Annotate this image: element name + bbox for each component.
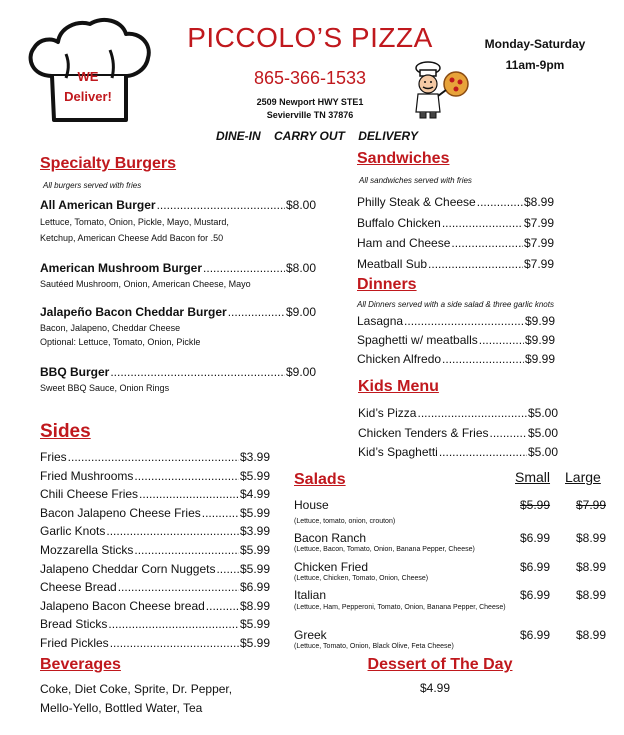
item-price: $5.99 — [239, 561, 270, 576]
burger-item — [40, 198, 316, 245]
item-price: $5.00 — [527, 406, 558, 420]
burger-desc: Sautéed Mushroom, Onion, American Cheese, Mayo — [40, 279, 251, 289]
item-name: Fried Pickles — [40, 635, 109, 650]
service-carry-out: CARRY OUT — [273, 129, 345, 143]
dessert-price: $4.99 — [419, 681, 451, 695]
item-price: $9.99 — [524, 314, 555, 328]
item-price: $5.99 — [239, 468, 270, 483]
address-line-1: 2509 Newport HWY STE1 — [256, 97, 364, 107]
item-price: $9.99 — [524, 333, 555, 347]
salad-price-small: $6.99 — [520, 560, 551, 574]
item-name: Jalapeno Bacon Cheese bread — [40, 598, 205, 613]
item-price: $7.99 — [523, 236, 554, 251]
leader-dots — [216, 560, 239, 579]
burger-price: $9.00 — [285, 365, 316, 379]
item-price: $6.99 — [239, 580, 270, 595]
salad-price-small: $6.99 — [520, 588, 551, 602]
beverages-line: Coke, Diet Coke, Sprite, Dr. Pepper, — [40, 682, 233, 696]
burger-item — [40, 305, 316, 349]
item-name: Garlic Knots — [40, 524, 106, 539]
burger-desc: Optional: Lettuce, Tomato, Onion, Pickle — [40, 337, 201, 347]
burgers-title: Specialty Burgers — [40, 155, 177, 172]
list-item — [40, 560, 270, 579]
page-title: PICCOLO’S PIZZA — [187, 22, 433, 53]
burger-item — [40, 365, 316, 395]
list-item — [357, 350, 555, 369]
salad-price-large: $8.99 — [575, 588, 606, 602]
list-item — [358, 443, 558, 463]
item-price: $7.99 — [523, 257, 554, 272]
service-dine-in: DINE-IN — [216, 129, 261, 143]
salad-item — [294, 560, 606, 582]
burger-name: All American Burger — [40, 198, 156, 212]
item-name: Fried Mushrooms — [40, 468, 134, 483]
item-name: Meatball Sub — [357, 257, 428, 272]
item-price: $5.99 — [239, 617, 270, 632]
item-name: Bread Sticks — [40, 617, 108, 632]
leader-dots — [203, 261, 285, 275]
dinners-title: Dinners — [357, 276, 417, 293]
burger-price: $8.00 — [285, 198, 316, 212]
phone-number: 865-366-1533 — [253, 68, 367, 88]
item-price: $5.00 — [527, 445, 558, 459]
burger-price: $8.00 — [285, 261, 316, 275]
chef-hat-logo — [22, 14, 154, 126]
item-name: Bacon Jalapeno Cheese Fries — [40, 505, 201, 520]
leader-dots — [68, 448, 239, 467]
leader-dots — [134, 541, 239, 560]
item-name: Kid’s Pizza — [358, 406, 417, 420]
item-name: Lasagna — [357, 314, 404, 328]
salad-price-large: $8.99 — [575, 628, 606, 642]
leader-dots — [110, 365, 285, 379]
beverages-line: Mello-Yello, Bottled Water, Tea — [40, 701, 203, 715]
item-price: $7.99 — [523, 215, 554, 230]
salad-price-small: $5.99 — [520, 498, 551, 512]
burger-desc: Sweet BBQ Sauce, Onion Rings — [40, 383, 170, 393]
leader-dots — [134, 467, 239, 486]
leader-dots — [157, 198, 285, 212]
salad-name: Bacon Ranch — [294, 531, 367, 545]
salad-name: Italian — [294, 588, 327, 602]
leader-dots — [477, 192, 523, 213]
item-price: $9.99 — [524, 352, 555, 366]
leader-dots — [106, 522, 239, 541]
leader-dots — [118, 578, 239, 597]
item-name: Cheese Bread — [40, 580, 117, 595]
leader-dots — [439, 443, 527, 463]
salads-col-small: Small — [515, 469, 551, 485]
badge-line-2: Deliver! — [64, 89, 112, 104]
salads-col-large: Large — [565, 469, 601, 485]
item-price: $5.99 — [239, 635, 270, 650]
hours-days: Monday-Saturday — [484, 37, 586, 51]
list-item — [357, 254, 554, 275]
item-price: $5.99 — [239, 505, 270, 520]
item-name: Fries — [40, 450, 67, 464]
list-item — [40, 522, 270, 541]
list-item — [357, 192, 554, 213]
leader-dots — [108, 615, 239, 634]
leader-dots — [110, 634, 239, 653]
leader-dots — [206, 597, 239, 616]
chef-pizza-illustration — [410, 60, 474, 120]
salad-desc: (Lettuce, tomato, onion, crouton) — [294, 518, 396, 525]
item-price: $8.99 — [523, 195, 554, 209]
service-options — [200, 129, 430, 143]
salad-item — [294, 588, 606, 612]
leader-dots — [442, 350, 524, 369]
burger-item — [40, 261, 316, 291]
leader-dots — [139, 485, 239, 504]
kids-title: Kids Menu — [358, 378, 439, 395]
leader-dots — [479, 331, 524, 350]
dessert-title: Dessert of The Day — [367, 656, 513, 673]
item-name: Jalapeno Cheddar Corn Nuggets — [40, 561, 216, 576]
item-price: $5.00 — [527, 425, 558, 440]
sandwiches-list — [357, 192, 554, 275]
sides-list — [40, 448, 270, 653]
item-name: Mozzarella Sticks — [40, 542, 134, 557]
item-name: Kid’s Spaghetti — [358, 445, 438, 459]
salads-title: Salads — [294, 471, 346, 488]
leader-dots — [228, 305, 285, 319]
item-price: $3.99 — [239, 524, 270, 539]
salad-price-large: $8.99 — [575, 531, 606, 545]
delivery-badge — [22, 66, 154, 106]
burger-desc: Lettuce, Tomato, Onion, Pickle, Mayo, Mustard, — [40, 217, 229, 227]
list-item — [40, 634, 270, 653]
burger-desc: Ketchup, American Cheese Add Bacon for .50 — [40, 233, 224, 243]
beverages-title: Beverages — [40, 656, 121, 673]
list-item — [40, 597, 270, 616]
burgers-note: All burgers served with fries — [43, 181, 142, 190]
item-price: $5.99 — [239, 542, 270, 557]
list-item — [357, 213, 554, 234]
leader-dots — [202, 504, 239, 523]
dinners-note: All Dinners served with a side salad & three garlic knots — [357, 300, 554, 309]
list-item — [357, 331, 555, 350]
salad-price-large: $8.99 — [575, 560, 606, 574]
salad-desc: (Lettuce, Ham, Pepperoni, Tomato, Onion, Banana Pepper, Cheese) — [294, 604, 506, 611]
item-name: Chili Cheese Fries — [40, 487, 139, 502]
badge-line-1: WE — [77, 69, 99, 84]
salad-desc: (Lettuce, Tomato, Onion, Black Olive, Feta Cheese) — [294, 643, 454, 650]
item-price: $4.99 — [239, 487, 270, 502]
item-name: Chicken Tenders & Fries — [358, 425, 489, 440]
salad-item — [294, 498, 606, 525]
list-item — [357, 233, 554, 254]
address-line-2: Sevierville TN 37876 — [266, 110, 354, 120]
item-name: Ham and Cheese — [357, 236, 451, 251]
sandwiches-title: Sandwiches — [357, 150, 450, 167]
service-delivery: DELIVERY — [358, 129, 418, 143]
chef-pizza-icon — [410, 60, 474, 120]
burger-name: American Mushroom Burger — [40, 261, 203, 275]
kids-list — [358, 404, 558, 463]
sandwiches-note: All sandwiches served with fries — [359, 176, 472, 185]
leader-dots — [490, 424, 527, 444]
salad-name: House — [294, 498, 329, 512]
hours-time: 11am-9pm — [505, 58, 565, 72]
item-price: $3.99 — [239, 450, 270, 464]
list-item — [40, 504, 270, 523]
leader-dots — [442, 213, 523, 234]
leader-dots — [404, 312, 524, 331]
item-name: Chicken Alfredo — [357, 352, 442, 366]
salad-desc: (Lettuce, Chicken, Tomato, Onion, Cheese) — [294, 575, 429, 582]
salad-name: Chicken Fried — [294, 560, 369, 574]
list-item — [40, 448, 270, 467]
salad-price-small: $6.99 — [520, 531, 551, 545]
item-name: Philly Steak & Cheese — [357, 195, 476, 209]
salad-item — [294, 531, 606, 553]
list-item — [40, 615, 270, 634]
item-price: $8.99 — [239, 598, 270, 613]
dinners-list — [357, 312, 555, 369]
list-item — [358, 424, 558, 444]
list-item — [40, 541, 270, 560]
sides-title: Sides — [40, 421, 91, 442]
burger-desc: Bacon, Jalapeno, Cheddar Cheese — [40, 323, 181, 333]
item-name: Spaghetti w/ meatballs — [357, 333, 478, 347]
list-item — [40, 578, 270, 597]
salad-price-small: $6.99 — [520, 628, 551, 642]
salad-desc: (Lettuce, Bacon, Tomato, Onion, Banana Pepper, Cheese) — [294, 546, 475, 553]
list-item — [357, 312, 555, 331]
item-name: Buffalo Chicken — [357, 215, 441, 230]
leader-dots — [417, 404, 526, 424]
burger-name: Jalapeño Bacon Cheddar Burger — [40, 305, 227, 319]
leader-dots — [428, 254, 523, 275]
list-item — [358, 404, 558, 424]
list-item — [40, 485, 270, 504]
salad-name: Greek — [294, 628, 327, 642]
salad-price-large: $7.99 — [575, 498, 606, 512]
burger-price: $9.00 — [285, 305, 316, 319]
salad-item — [294, 628, 606, 650]
burger-name: BBQ Burger — [40, 365, 110, 379]
leader-dots — [451, 233, 523, 254]
list-item — [40, 467, 270, 486]
